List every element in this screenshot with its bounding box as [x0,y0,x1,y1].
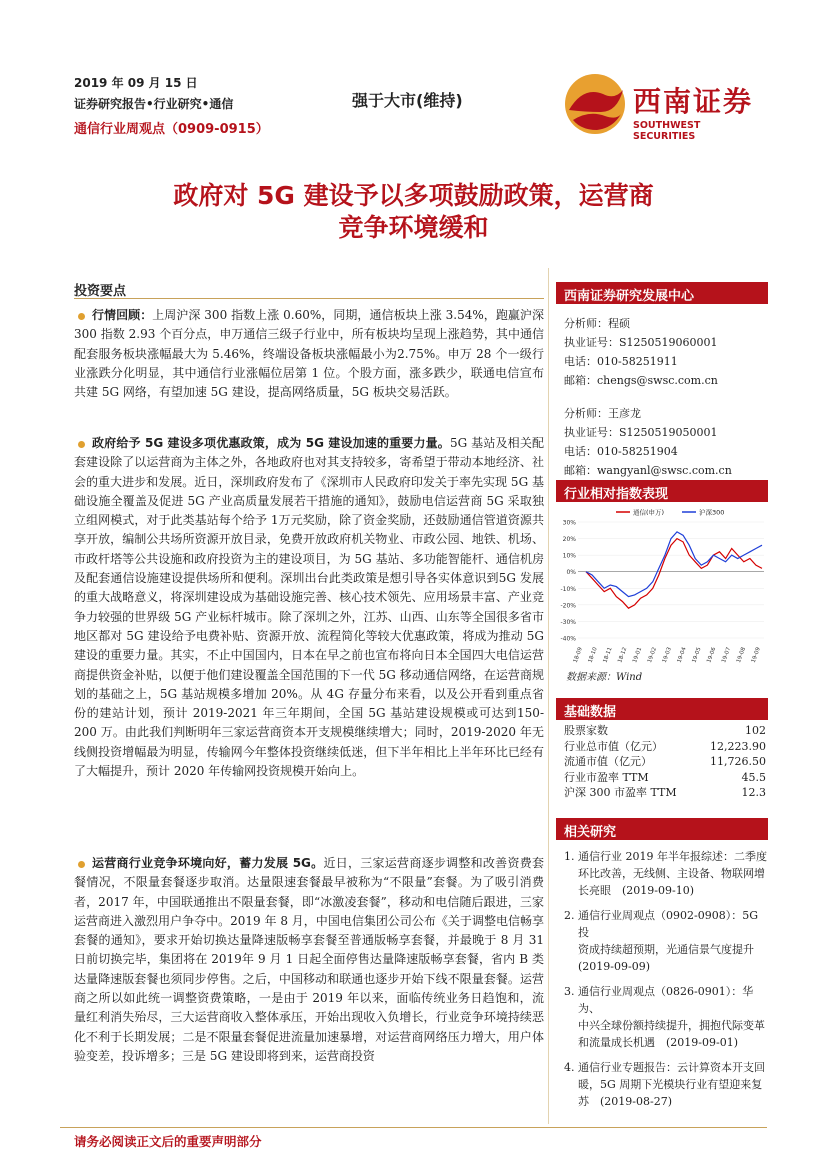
basic-data-label: 沪深 300 市盈率 TTM [564,786,677,799]
related-research-line: 通信行业专题报告：云计算资本开支回 [578,1061,765,1074]
column-divider [548,268,549,1124]
x-tick-label: 19-04 [676,646,688,664]
report-title-line2: 竞争环境缓和 [338,213,489,242]
related-research-line: 通信行业周观点（0902-0908）：5G 投 [578,909,758,939]
y-tick-label: 30% [562,519,576,527]
paragraph-text: 上周沪深 300 指数上涨 0.60%，同期，通信板块上涨 3.54%，跑赢沪深 300 指数 2.93 个百分点，申万通信三级子行业中，所有板块均呈现上涨趋势，其中通信配套服务板块涨幅最大为 5.46%，终端设备板块涨幅最小为2.75%。申万 28 个一级行业涨跌分化明显，其中通信行业涨幅位居第 1 位。个股方面，涨多跌少，联通电信宣布共建 5G 网络，有望加速 5G 建设，提高网络质量，5G 板块交易活跃。 [74,308,544,400]
y-tick-label: -40% [560,635,576,643]
basic-data-label: 流通市值（亿元） [564,755,652,768]
related-research-list [556,848,768,1110]
y-tick-label: 0% [566,569,576,577]
x-tick-label: 19-01 [632,646,644,664]
report-title-line1: 政府对 5G 建设予以多项鼓励政策，运营商 [173,181,654,210]
related-research-number: 1. [564,850,575,863]
basic-data-panel [556,698,768,801]
paragraph-text: 5G 基站及相关配套建设除了以运营商为主体之外，各地政府也对其支持较多，寄希望于带动本地经济、社会的重大进步和发展。近日，深圳政府发布了《深圳市人民政府印发关于率先实现 5G 基础设施全覆盖及促进 5G 产业高质量发展若干措施的通知》，鼓励电信运营商 5G 采取独立组网模式，对于此类基站每个给予 1万元奖励，除了资金奖励，还鼓励通信管道资源共享开放，编制公共场所资源开放目录，免费开放政府机关物业、市政公园、地铁、机场、市政杆塔等公共设施和政府投资为主的建设项目，为 5G 基站、多功能智能杆、通信机房及配套通信设施建设提供场所和便利。深圳出台此类政策是想引导各实体意识到5G 发展的重大战略意义，将深圳建设成为基础设施完善、核心技术领先、应用场景丰富、产业竞争力较强的世界级 5G 产业标杆城市。除了深圳之外，江苏、山西、山东等全国很多省市地区都对 5G 建设给予电费补贴、资源开放、流程简化等较大优惠政策，将成为推动 5G 建设的重要力量。其实，不止中国国内，日本在早之前也宣布将向日本全国四大电信运营商提供资金补贴，以便于他们建设覆盖全国范围的下一代 5G 移动通信网络，在运营商规划的基础之上，5G 基站规模多增加 20%。从 4G 存量分布来看，以及公开看到重点省份的建站计划，预计 2019-2021 年三年期间，全国 5G 基站建设规模或可达到150-200 万。由此我们判断明年三家运营商资本开支规模继续增大；同时，2019-2020 年无线侧投资增幅最为明显，传输网今年整体投资继续低迷，但下半年相比上半年环比已经有了大幅提升，预计 2020 年传输网投资规模开始向上。 [74,436,544,779]
paragraph-operator-competition [74,854,544,1066]
related-research-panel [556,818,768,1118]
analyst-heading: 西南证券研究发展中心 [556,282,768,304]
industry-rating: 强于大市(维持) [352,91,463,110]
chart-panel [556,480,768,502]
analyst1-name: 分析师：程硕 [564,317,630,330]
x-tick-label: 19-08 [735,646,748,664]
basic-data-heading: 基础数据 [556,698,768,720]
y-tick-label: -20% [560,602,576,610]
x-tick-label: 19-03 [661,646,673,664]
x-tick-label: 18-09 [572,646,584,664]
analyst1-license: 执业证号：S1250519060001 [564,336,718,349]
chart-heading: 行业相对指数表现 [556,480,768,502]
analyst2-license: 执业证号：S1250519050001 [564,426,718,439]
basic-data-value: 45.5 [741,770,766,784]
related-research-number: 3. [564,985,575,998]
legend-label: 通信(申万) [633,508,665,517]
paragraph-heading: 运营商行业竞争环境向好，蓄力发展 5G。 [92,856,324,870]
analyst2-phone: 电话：010-58251904 [564,445,678,458]
basic-data-label: 股票家数 [564,724,608,737]
analyst2-email[interactable]: 邮箱：wangyanl@swsc.com.cn [564,464,732,477]
section-rule [74,298,544,299]
basic-data-row [556,770,768,786]
basic-data-label: 行业总市值（亿元） [564,739,663,753]
paragraph-text: 近日，三家运营商逐步调整和改善资费套餐情况，不限量套餐逐步取消。达量限速套餐最早被称为“不限量”套餐。为了吸引消费者，2017 年，中国联通推出不限量套餐，即“冰激凌套餐”，移动和电信随后跟进，三家运营商进入激烈用户争夺中。2019 年 8 月，中国电信集团公司公布《关于调整电信畅享套餐的通知》，要求开始切换达量降速版畅享套餐至普通版畅享套餐，并最晚于 8 月 31 日前切换完毕，集团将在 2019年 9 月 1 日起全面停售达量降速版畅享套餐，省内 B 类达量降速版套餐也须同步停售。之后，中国移动和联通也逐步开始下线不限量套餐。运营商之所以如此统一调整资费策略，一是由于 2019 年以来，面临传统业务日趋饱和，流量红利消失殆尽，三大运营商收入整体承压，开始出现收入负增长，行业竞争环境持续恶化不利于长期发展；二是不限量套餐促进流量加速暴增，对运营商网络压力增大，用户体验变差，投诉增多；三是 5G 建设即将到来，运营商投资 [74,856,544,1063]
analyst2-name: 分析师：王彦龙 [564,407,641,420]
y-tick-label: 10% [562,552,576,560]
report-type: 证券研究报告•行业研究•通信 [74,97,234,111]
related-research-line: 中兴全球份额持续提升，拥抱代际变革 [578,1019,765,1032]
related-research-line: 环比改善，无线侧、主设备、物联网增 [578,867,765,880]
basic-data-value: 11,726.50 [710,755,766,768]
related-research-line: (2019-09-09) [578,960,651,973]
x-tick-label: 18-11 [602,646,614,664]
x-tick-label: 19-07 [721,646,733,664]
y-tick-label: 20% [562,536,576,544]
footer-rule [60,1127,767,1128]
related-research-line: 通信行业 2019 年半年报综述：二季度 [578,850,767,863]
basic-data-value: 12.3 [741,786,766,799]
basic-data-row [556,785,768,801]
logo-mark-icon [563,72,627,136]
series-line [586,539,762,609]
basic-data-value: 102 [745,724,766,737]
related-research-item[interactable] [556,848,768,899]
report-series: 通信行业周观点（0909-0915） [74,122,269,137]
related-research-line: 暖，5G 周期下光模块行业有望迎来复 [578,1078,763,1091]
related-research-item[interactable] [556,907,768,975]
related-research-item[interactable] [556,1059,768,1110]
logo-chinese-name: 西南证券 [633,85,754,118]
basic-data-row [556,723,768,739]
paragraph-heading: 政府给予 5G 建设多项优惠政策，成为 5G 建设加速的重要力量。 [92,436,450,450]
x-tick-label: 19-05 [691,646,703,664]
related-research-line: 长亮眼 (2019-09-10) [578,884,695,897]
report-date: 2019 年 09 月 15 日 [74,76,198,90]
company-logo [563,72,763,142]
logo-english-name: SOUTHWEST SECURITIES [633,120,701,142]
paragraph-market-review [74,306,544,402]
basic-data-label: 行业市盈率 TTM [564,770,649,784]
basic-data-row [556,754,768,770]
analyst1-phone: 电话：010-58251911 [564,355,678,368]
x-tick-label: 18-10 [587,646,599,664]
analyst-panel [556,282,768,480]
x-tick-label: 19-02 [646,646,659,664]
x-tick-label: 19-09 [750,646,762,664]
related-research-line: 资成持续超预期，光通信景气度提升 [578,943,754,956]
y-tick-label: -10% [560,585,576,593]
related-research-line: 苏 (2019-08-27) [578,1095,673,1108]
basic-data-list [556,723,768,801]
basic-data-row [556,739,768,755]
related-research-line: 和流量成长机遇 (2019-09-01) [578,1036,739,1049]
related-research-line: 通信行业周观点（0826-0901）：华为、 [578,985,754,1015]
x-tick-label: 18-12 [617,646,629,664]
relative-index-chart [556,504,768,664]
section-heading: 投资要点 [74,284,127,299]
footer-disclaimer: 请务必阅读正文后的重要声明部分 [74,1134,262,1149]
analyst1-email[interactable]: 邮箱：chengs@swsc.com.cn [564,374,718,387]
basic-data-value: 12,223.90 [710,739,766,753]
paragraph-heading: 行情回顾： [92,308,153,322]
chart-source: 数据来源：Wind [566,672,643,683]
y-tick-label: -30% [560,618,576,626]
related-research-number: 4. [564,1061,575,1074]
related-research-heading: 相关研究 [556,818,768,840]
x-tick-label: 19-06 [706,646,718,664]
paragraph-government-policy [74,434,544,781]
related-research-item[interactable] [556,983,768,1051]
legend-label: 沪深300 [699,508,725,517]
related-research-number: 2. [564,909,575,922]
